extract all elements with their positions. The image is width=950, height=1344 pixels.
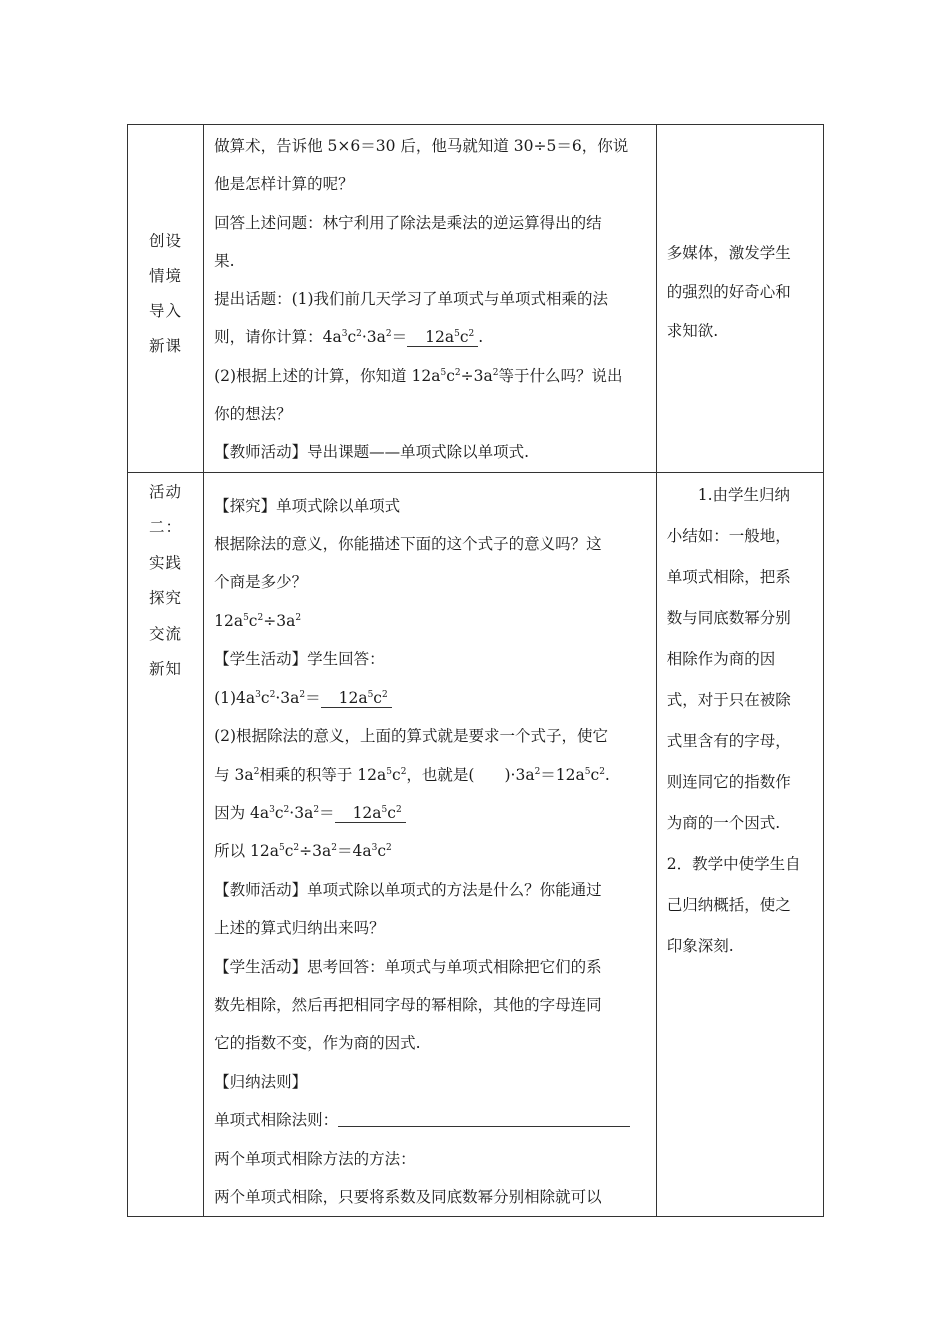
stage-label-line: 交流 xyxy=(149,624,183,643)
stage-label-line: 情境 xyxy=(149,267,183,285)
table-row xyxy=(128,472,824,1217)
content-line: 【教师活动】单项式除以单项式的方法是什么？你能通过 xyxy=(214,880,602,899)
note-line: 2．教学中使学生自 xyxy=(666,854,801,873)
note-line: 1.由学生归纳 xyxy=(666,485,791,504)
content-line: 则，请你计算：$4a^3c^2\cdot 3a^2= 12a^5c^2$ . xyxy=(214,328,484,347)
content-line: 果. xyxy=(214,251,235,270)
stage-label-line: 新知 xyxy=(149,660,183,679)
content-line: 他是怎样计算的呢？ xyxy=(214,175,354,194)
content-line: 做算术，告诉他 5×6＝30 后，他马就知道 30÷5＝6，你说 xyxy=(214,137,629,155)
note-line: 的强烈的好奇心和 xyxy=(666,283,791,301)
content-line: 所以 $12a^5c^2\div 3a^2=4a^3c^2$ xyxy=(214,842,392,861)
design-intent-cell xyxy=(656,125,823,473)
stage-label-line: 二： xyxy=(149,518,183,537)
note-line: 则连同它的指数作 xyxy=(666,772,791,791)
content-line: 提出话题：(1)我们前几天学习了单项式与单项式相乘的法 xyxy=(214,290,609,309)
design-intent-cell xyxy=(656,472,823,1217)
content-line: 两个单项式相除，只要将系数及同底数幂分别相除就可以 xyxy=(214,1187,602,1206)
content-line: (2)根据除法的意义，上面的算式就是要求一个式子，使它 xyxy=(214,727,609,746)
note-line: 式里含有的字母， xyxy=(666,731,791,750)
teaching-content-cell xyxy=(204,125,657,473)
note-line: 式，对于只在被除 xyxy=(666,690,791,709)
content-line: 根据除法的意义，你能描述下面的这个式子的意义吗？这 xyxy=(214,535,602,554)
table-row xyxy=(128,125,824,473)
note-line: 数与同底数幂分别 xyxy=(666,608,791,627)
content-line: 【教师活动】导出课题——单项式除以单项式. xyxy=(214,443,530,462)
content-line: 数先相除，然后再把相同字母的幂相除，其他的字母连同 xyxy=(214,995,602,1014)
content-line: 它的指数不变，作为商的因式. xyxy=(214,1034,421,1053)
content-line: 单项式相除法则： xyxy=(214,1101,650,1139)
stage-label-line: 实践 xyxy=(149,553,183,572)
content-line: 上述的算式归纳出来吗？ xyxy=(214,919,385,938)
answer-blank: $12a^5c^2$ xyxy=(335,804,406,823)
content-line: 与 $3a^2$相乘的积等于 $12a^5c^2$，也就是( )$\cdot 3a^2=12a^5c^2$. xyxy=(214,765,610,784)
note-line: 多媒体，激发学生 xyxy=(666,244,791,262)
content-line: 【学生活动】思考回答：单项式与单项式相除把它们的系 xyxy=(214,957,602,976)
stage-label-line: 探究 xyxy=(149,589,183,608)
teaching-content-cell xyxy=(204,472,657,1217)
content-line: 个商是多少？ xyxy=(214,573,308,592)
note-line: 求知欲. xyxy=(666,322,719,340)
content-line: $12a^5c^2\div 3a^2$ xyxy=(214,611,302,630)
stage-label-line: 创设 xyxy=(149,232,183,250)
note-line: 己归纳概括，使之 xyxy=(666,895,791,914)
note-line: 相除作为商的因 xyxy=(666,649,776,668)
stage-label-line: 活动 xyxy=(149,482,183,501)
answer-blank: $12a^5c^2$ xyxy=(321,689,392,708)
content-line: (2)根据上述的计算，你知道 $12a^5c^2\div 3a^2$等于什么吗？说出 xyxy=(214,366,623,385)
content-line: $(1)4a^3c^2\cdot 3a^2= 12a^5c^2$ xyxy=(214,679,650,717)
content-line: 【学生活动】学生回答： xyxy=(214,650,385,669)
note-line: 印象深刻. xyxy=(666,936,734,955)
content-line: 【归纳法则】 xyxy=(214,1072,308,1091)
lesson-plan-table xyxy=(127,124,824,1217)
stage-label-line: 新课 xyxy=(149,337,183,355)
stage-label-line: 导入 xyxy=(149,302,183,320)
stage-label-cell xyxy=(128,125,204,473)
content-line: 回答上述问题：林宁利用了除法是乘法的逆运算得出的结 xyxy=(214,213,602,232)
note-line: 单项式相除，把系 xyxy=(666,567,791,586)
note-line: 为商的一个因式. xyxy=(666,813,781,832)
content-line: 因为 $4a^3c^2\cdot 3a^2= 12a^5c^2$ xyxy=(214,794,650,832)
stage-label-cell xyxy=(128,472,204,1217)
content-line: 【探究】单项式除以单项式 xyxy=(214,496,401,515)
answer-blank: $12a^5c^2$ xyxy=(407,328,478,347)
rule-fill-blank xyxy=(338,1110,630,1127)
note-line: 小结如：一般地， xyxy=(666,526,791,545)
content-line: 两个单项式相除方法的方法： xyxy=(214,1149,416,1168)
content-line: 你的想法？ xyxy=(214,405,292,424)
